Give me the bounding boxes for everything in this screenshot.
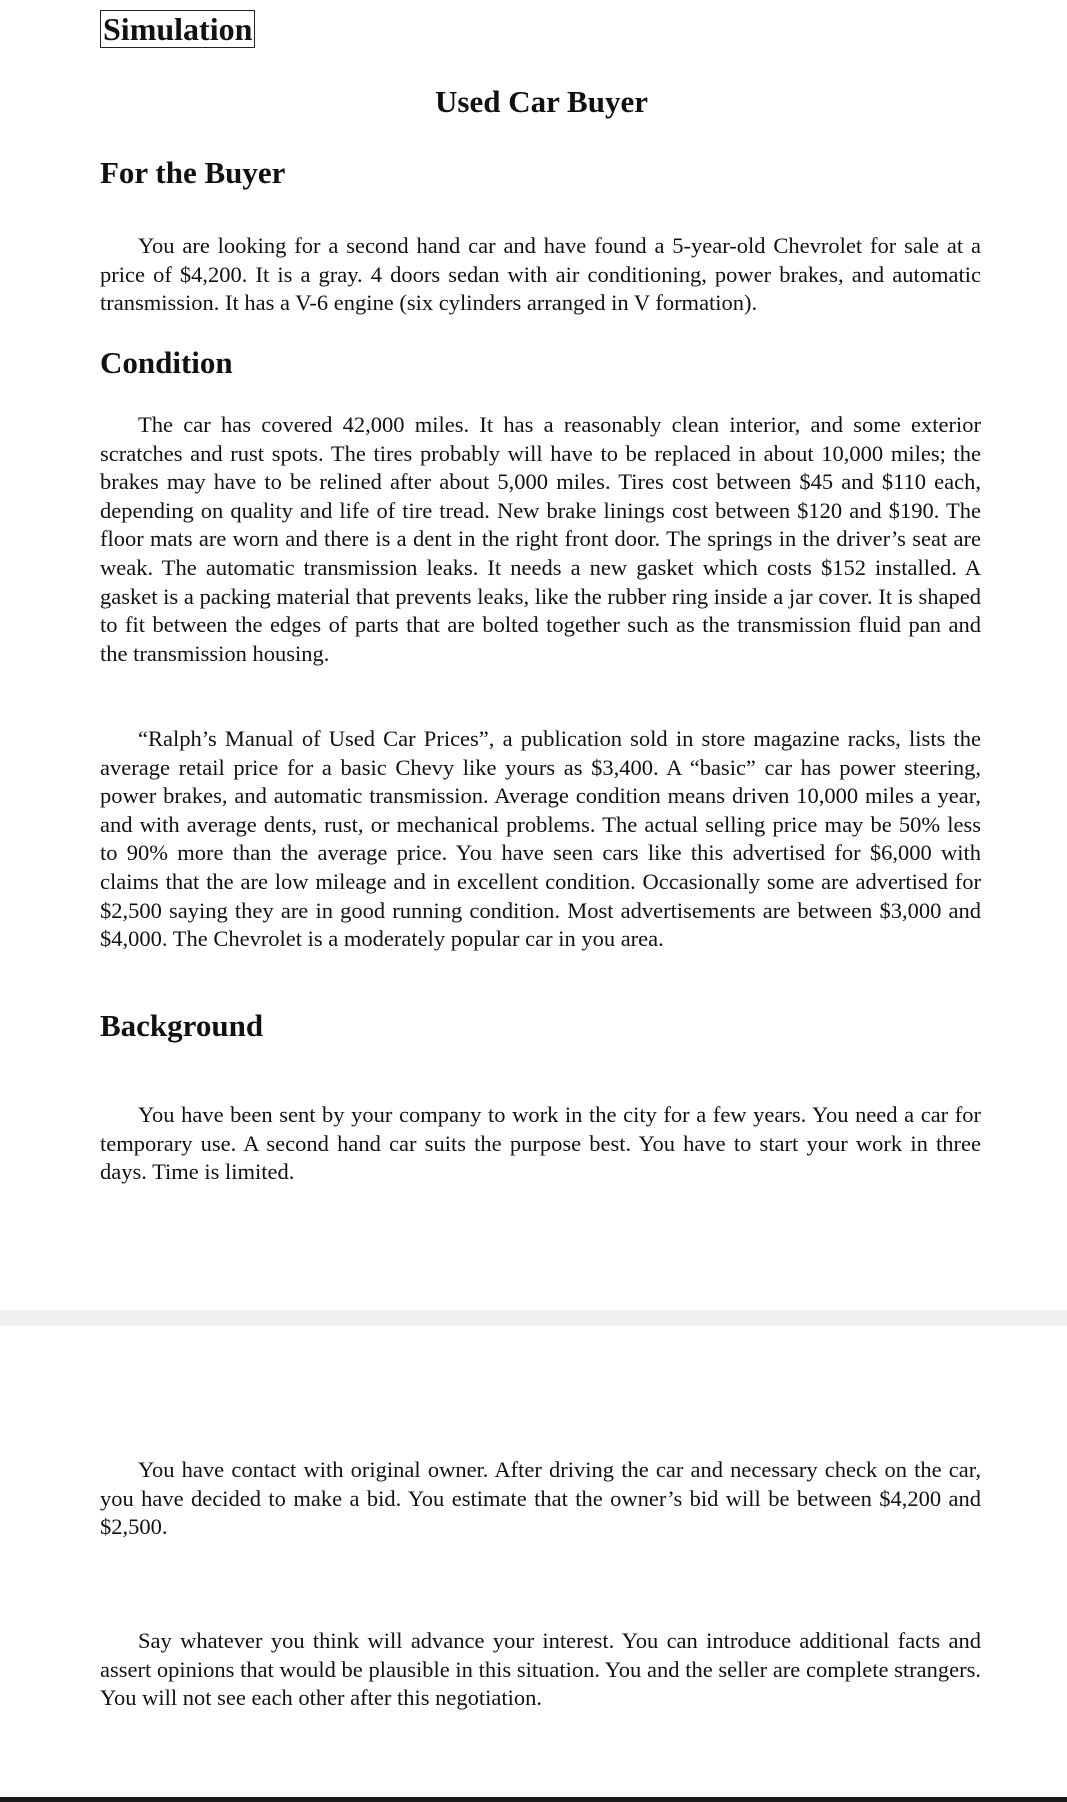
document-title: Used Car Buyer — [435, 84, 648, 119]
background-paragraph: You have been sent by your company to work in the city for a few years. You need a car for temporary use. A second hand car suits the purpose best. You have to start your work in three days. Time is limited. — [100, 1102, 981, 1185]
heading-condition: Condition — [100, 345, 233, 380]
bid-paragraph: You have contact with original owner. After driving the car and necessary check on the car, you have decided to make a bid. You estimate that the owner’s bid will be between $4,200 and $2,500. — [100, 1457, 981, 1540]
condition-paragraph-1: The car has covered 42,000 miles. It has a reasonably clean interior, and some exterior scratches and rust spots. The tires probably will have to be replaced in about 10,000 miles; the brakes may have to be relined after about 5,000 miles. Tires cost between $45 and $110 each, depending on quality and life of tire tread. New brake linings cost between $120 and $190. The floor mats are worn and there is a dent in the right front door. The springs in the driver’s seat are weak. The automatic transmission leaks. It needs a new gasket which costs $152 installed. A gasket is a packing material that prevents leaks, like the rubber ring inside a jar cover. It is shaped to fit between the edges of parts that are bolted together such as the transmission fluid pan and the transmission housing. — [100, 412, 981, 666]
bottom-border — [0, 1797, 1067, 1802]
heading-for-the-buyer: For the Buyer — [100, 155, 286, 190]
negotiation-paragraph: Say whatever you think will advance your interest. You can introduce additional facts and assert opinions that would be plausible in this situation. You and the seller are complete strangers. You will not see each other after this negotiation. — [100, 1628, 981, 1711]
document-page-2 — [0, 1326, 1067, 1802]
heading-background: Background — [100, 1008, 264, 1043]
simulation-label: Simulation — [100, 10, 255, 48]
buyer-paragraph: You are looking for a second hand car and have found a 5-year-old Chevrolet for sale at a price of $4,200. It is a gray. 4 doors sedan with air conditioning, power brakes, and automatic transmission. It has a V-6 engine (six cylinders arranged in V formation). — [100, 233, 981, 316]
condition-paragraph-2: “Ralph’s Manual of Used Car Prices”, a publication sold in store magazine racks, lists the average retail price for a basic Chevy like yours as $3,400. A “basic” car has power steering, power brakes, and automatic transmission. Average condition means driven 10,000 miles a year, and with average dents, rust, or mechanical problems. The actual selling price may be 50% less to 90% more than the average price. You have seen cars like this advertised for $6,000 with claims that the are low mileage and in excellent condition. Occasionally some are advertised for $2,500 saying they are in good running condition. Most advertisements are between $3,000 and $4,000. The Chevrolet is a moderately popular car in you area. — [100, 726, 981, 952]
page-separator — [0, 1310, 1067, 1326]
